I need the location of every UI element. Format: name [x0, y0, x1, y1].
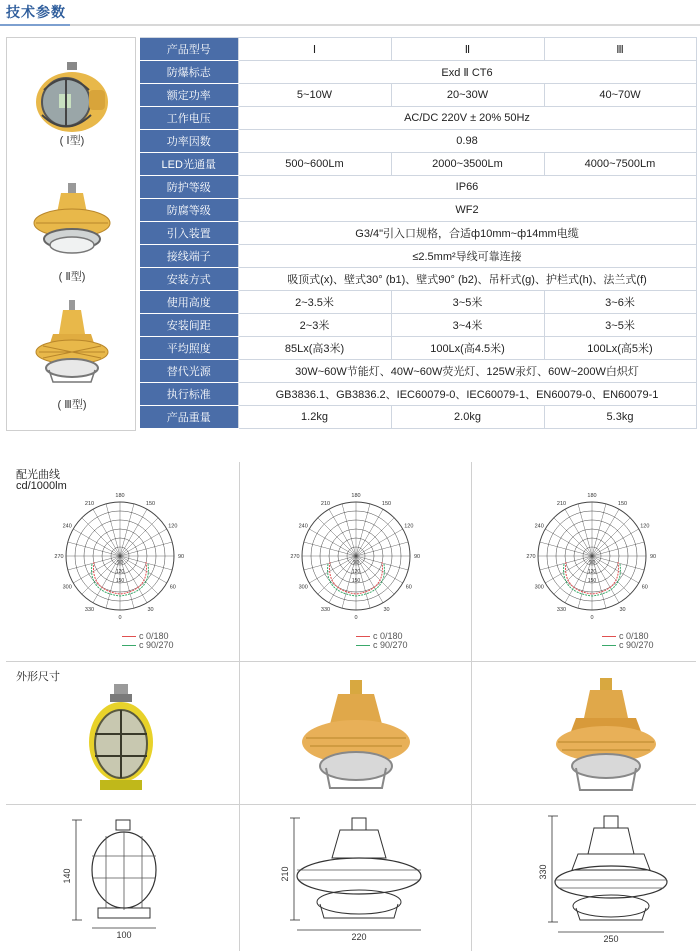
spec-row	[140, 406, 696, 429]
curve-legend-2: c 0/180 c 90/270	[356, 632, 408, 650]
type-3-width-label: 250	[603, 934, 619, 944]
spec-cell: 5.3kg	[544, 406, 696, 429]
spec-table	[140, 37, 697, 429]
polar-angle-label: 60	[169, 584, 176, 591]
polar-spoke	[545, 556, 592, 583]
polar-angle-label: 240	[298, 523, 308, 530]
polar-angle-label: 300	[298, 584, 308, 591]
polar-spoke	[356, 556, 394, 594]
polar-angle-label: 150	[381, 501, 392, 508]
type-2-dimension-drawing	[282, 814, 432, 944]
polar-radial-label: 150	[351, 578, 361, 584]
outline-title: 外形尺寸	[16, 671, 60, 683]
type-2-lamp-image	[29, 183, 115, 273]
polar-angle-label: 90	[649, 554, 657, 560]
spec-cell: WF2	[238, 199, 696, 222]
polar-angle-label: 240	[62, 523, 72, 530]
polar-radial-label: 120	[115, 569, 125, 575]
spec-row-label: 防爆标志	[140, 61, 238, 84]
spec-cell: 0.98	[238, 130, 696, 153]
type-1-width-label: 100	[116, 930, 132, 940]
polar-angle-label: 240	[534, 523, 544, 530]
spec-cell: 3~4米	[391, 314, 544, 337]
spec-row	[140, 245, 696, 268]
spec-cell: 1.2kg	[238, 406, 391, 429]
type-2-label: ( Ⅱ型)	[58, 271, 86, 283]
spec-row-label: 使用高度	[140, 291, 238, 314]
spec-row-label: 产品型号	[140, 38, 238, 61]
spec-cell: G3/4"引入口规格，合适ф10mm~ф14mm电缆	[238, 222, 696, 245]
spec-cell: Ⅱ	[391, 38, 544, 61]
polar-radial-label: 120	[587, 569, 597, 575]
spec-cell: 2~3米	[238, 314, 391, 337]
spec-row-label: 安装方式	[140, 268, 238, 291]
polar-angle-label: 330	[320, 606, 331, 613]
spec-cell: Ⅲ	[544, 38, 696, 61]
title-rule	[0, 24, 700, 26]
spec-cell: 2000~3500Lm	[391, 153, 544, 176]
polar-angle-label: 30	[147, 606, 154, 613]
polar-angle-label: 210	[320, 501, 331, 508]
spec-row-label: 额定功率	[140, 84, 238, 107]
polar-angle-label: 0	[354, 615, 358, 621]
polar-angle-label: 180	[351, 493, 361, 499]
polar-angle-label: 300	[534, 584, 544, 591]
polar-spoke	[554, 556, 592, 594]
polar-angle-label: 150	[617, 501, 628, 508]
spec-cell: 吸顶式(x)、壁式30° (b1)、壁式90° (b2)、吊杆式(g)、护栏式(h)、法兰式(f)	[238, 268, 696, 291]
polar-spoke	[73, 556, 120, 583]
polar-angle-label: 330	[556, 606, 567, 613]
spec-cell: GB3836.1、GB3836.2、IEC60079-0、IEC60079-1、EN60079-0、EN60079-1	[238, 383, 696, 406]
spec-cell: 20~30W	[391, 84, 544, 107]
polar-spoke	[120, 556, 167, 583]
polar-angle-label: 180	[587, 493, 597, 499]
spec-row	[140, 222, 696, 245]
spec-row-label: 替代光源	[140, 360, 238, 383]
spec-row-label: 平均照度	[140, 337, 238, 360]
polar-angle-label: 150	[145, 501, 156, 508]
spec-row-label: LED光通量	[140, 153, 238, 176]
spec-row	[140, 153, 696, 176]
spec-row-label: 功率因数	[140, 130, 238, 153]
type-1-dimension-drawing	[62, 816, 182, 942]
type-2-width-label: 220	[351, 932, 367, 942]
polar-angle-label: 330	[84, 606, 95, 613]
spec-row	[140, 38, 696, 61]
polar-spoke	[73, 529, 120, 556]
spec-cell: IP66	[238, 176, 696, 199]
polar-angle-label: 0	[118, 615, 122, 621]
curve-legend-1: c 0/180 c 90/270	[122, 632, 174, 650]
spec-cell: 3~5米	[391, 291, 544, 314]
section-title: 技术参数	[6, 4, 66, 20]
polar-angle-label: 180	[115, 493, 125, 499]
spec-row	[140, 291, 696, 314]
polar-angle-label: 270	[290, 554, 300, 560]
type-3-label: ( Ⅲ型)	[57, 399, 87, 411]
polar-radial-label: 90	[117, 560, 123, 566]
spec-cell: 2.0kg	[391, 406, 544, 429]
spec-row	[140, 130, 696, 153]
polar-radial-label: 90	[353, 560, 359, 566]
type-1-label: ( Ⅰ型)	[59, 135, 85, 147]
polar-radial-label: 150	[587, 578, 597, 584]
spec-cell: 40~70W	[544, 84, 696, 107]
spec-cell: 4000~7500Lm	[544, 153, 696, 176]
spec-cell: ≤2.5mm²导线可靠连接	[238, 245, 696, 268]
spec-cell: 30W~60W节能灯、40W~60W荧光灯、125W汞灯、60W~200W白炽灯	[238, 360, 696, 383]
polar-angle-label: 90	[413, 554, 421, 560]
polar-angle-label: 30	[619, 606, 626, 613]
polar-angle-label: 60	[641, 584, 648, 591]
polar-spoke	[356, 529, 403, 556]
polar-spoke	[309, 529, 356, 556]
polar-spoke	[82, 556, 120, 594]
polar-angle-label: 210	[84, 501, 95, 508]
polar-spoke	[565, 509, 592, 556]
spec-cell: 2~3.5米	[238, 291, 391, 314]
spec-row	[140, 383, 696, 406]
spec-row	[140, 199, 696, 222]
spec-cell: Exd Ⅱ CT6	[238, 61, 696, 84]
polar-spoke	[120, 556, 158, 594]
type-2-height-label: 210	[280, 866, 290, 882]
polar-spoke	[592, 529, 639, 556]
spec-row-label: 执行标准	[140, 383, 238, 406]
spec-row	[140, 360, 696, 383]
type-3-dimension-drawing	[538, 812, 688, 946]
polar-angle-label: 270	[526, 554, 536, 560]
polar-chart-2	[292, 492, 420, 620]
polar-spoke	[592, 556, 639, 583]
polar-radial-label: 120	[351, 569, 361, 575]
spec-cell: AC/DC 220V ± 20% 50Hz	[238, 107, 696, 130]
polar-angle-label: 120	[640, 523, 650, 530]
polar-spoke	[554, 518, 592, 556]
spec-cell: 5~10W	[238, 84, 391, 107]
type-1-height-label: 140	[62, 868, 72, 884]
type-1-photo	[86, 684, 156, 796]
polar-spoke	[93, 509, 120, 556]
polar-spoke	[545, 529, 592, 556]
curve-legend-3: c 0/180 c 90/270	[602, 632, 654, 650]
spec-row	[140, 268, 696, 291]
polar-angle-label: 270	[54, 554, 64, 560]
polar-angle-label: 30	[383, 606, 390, 613]
polar-spoke	[329, 509, 356, 556]
type-3-lamp-image	[29, 300, 115, 390]
spec-row-label: 产品重量	[140, 406, 238, 429]
curve-title: 配光曲线	[16, 469, 60, 481]
polar-spoke	[356, 518, 394, 556]
spec-row-label: 引入装置	[140, 222, 238, 245]
polar-angle-label: 120	[168, 523, 178, 530]
spec-row	[140, 314, 696, 337]
spec-cell: 3~5米	[544, 314, 696, 337]
polar-angle-label: 300	[62, 584, 72, 591]
spec-row	[140, 61, 696, 84]
spec-cell: 100Lx(高4.5米)	[391, 337, 544, 360]
spec-row	[140, 107, 696, 130]
polar-spoke	[592, 556, 630, 594]
polar-angle-label: 0	[590, 615, 594, 621]
spec-cell: 3~6米	[544, 291, 696, 314]
spec-row-label: 防护等级	[140, 176, 238, 199]
polar-spoke	[592, 509, 619, 556]
spec-cell: 85Lx(高3米)	[238, 337, 391, 360]
polar-angle-label: 210	[556, 501, 567, 508]
polar-spoke	[318, 556, 356, 594]
spec-row-label: 防腐等级	[140, 199, 238, 222]
type-3-photo	[554, 678, 658, 800]
polar-spoke	[592, 518, 630, 556]
polar-angle-label: 90	[177, 554, 185, 560]
polar-spoke	[309, 556, 356, 583]
spec-row	[140, 337, 696, 360]
polar-angle-label: 120	[404, 523, 414, 530]
spec-row	[140, 84, 696, 107]
polar-spoke	[120, 529, 167, 556]
polar-spoke	[356, 509, 383, 556]
spec-cell: Ⅰ	[238, 38, 391, 61]
type-2-photo	[300, 680, 412, 798]
type-3-height-label: 330	[538, 864, 548, 880]
spec-row-label: 安装间距	[140, 314, 238, 337]
polar-spoke	[356, 556, 403, 583]
polar-spoke	[120, 518, 158, 556]
polar-radial-label: 90	[589, 560, 595, 566]
type-thumbnails	[6, 37, 136, 431]
polar-radial-label: 150	[115, 578, 125, 584]
spec-row-label: 接线端子	[140, 245, 238, 268]
spec-row-label: 工作电压	[140, 107, 238, 130]
spec-cell: 100Lx(高5米)	[544, 337, 696, 360]
polar-chart-1	[56, 492, 184, 620]
spec-cell: 500~600Lm	[238, 153, 391, 176]
polar-angle-label: 60	[405, 584, 412, 591]
curve-unit: cd/1000lm	[16, 480, 67, 492]
polar-spoke	[318, 518, 356, 556]
polar-spoke	[82, 518, 120, 556]
polar-chart-3	[528, 492, 656, 620]
spec-row	[140, 176, 696, 199]
curve-outline-grid	[6, 462, 696, 951]
polar-spoke	[120, 509, 147, 556]
